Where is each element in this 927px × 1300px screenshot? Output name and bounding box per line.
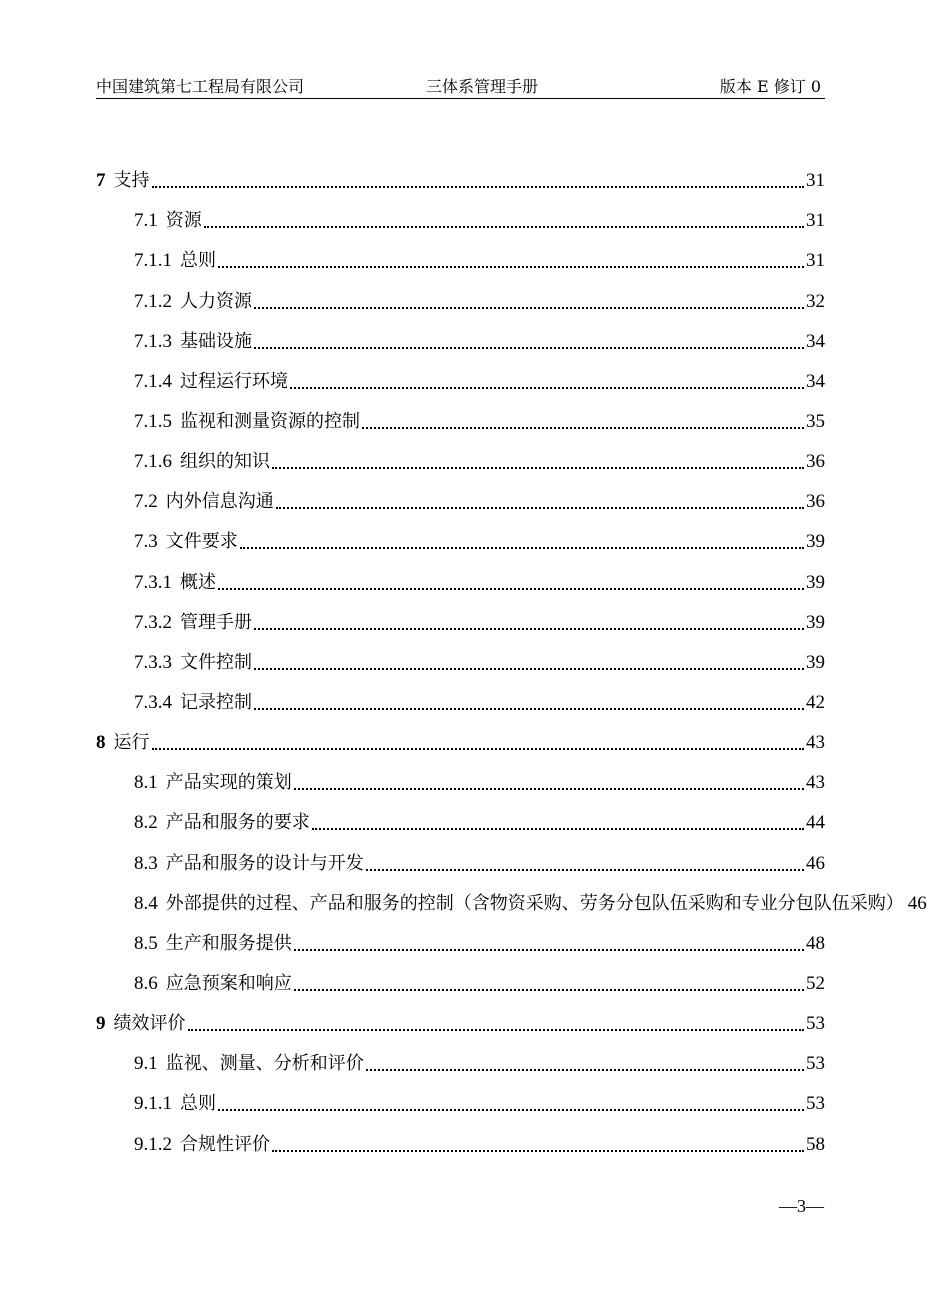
toc-entry-page: 53	[806, 1093, 825, 1115]
toc-entry-title: 总则	[180, 1093, 216, 1115]
dot-leader	[312, 828, 804, 830]
dot-leader	[272, 467, 804, 469]
toc-entry-number: 8	[96, 732, 106, 754]
dot-leader	[276, 507, 804, 509]
dot-leader	[254, 668, 804, 670]
toc-entry-title: 监视、测量、分析和评价	[165, 1053, 364, 1075]
dot-leader	[240, 547, 804, 549]
dot-leader	[152, 748, 805, 750]
dot-leader	[362, 427, 804, 429]
toc-entry-title: 记录控制	[180, 691, 252, 713]
toc-entry-number: 7.1.1	[134, 250, 172, 272]
toc-entry[interactable]	[96, 920, 825, 960]
toc-entry[interactable]	[96, 759, 825, 799]
toc-entry-number: 9.1.1	[134, 1093, 172, 1115]
toc-entry-page: 31	[806, 210, 825, 232]
toc-entry-number: 9.1	[134, 1053, 158, 1075]
toc-entry-title: 生产和服务提供	[165, 932, 292, 954]
toc-entry-page: 39	[806, 651, 825, 673]
dot-leader	[294, 788, 804, 790]
toc-entry[interactable]	[96, 237, 825, 277]
toc-entry-number: 8.1	[134, 772, 158, 794]
toc-entry-title: 基础设施	[180, 330, 252, 352]
toc-entry[interactable]	[96, 197, 825, 237]
toc-entry-number: 7.1.3	[134, 330, 172, 352]
dot-leader	[218, 588, 804, 590]
toc-entry-number: 9.1.2	[134, 1133, 172, 1155]
toc-entry[interactable]	[96, 880, 927, 920]
dot-leader	[254, 307, 804, 309]
toc-entry-page: 43	[806, 732, 825, 754]
toc-entry-title: 过程运行环境	[180, 370, 288, 392]
toc-entry-page: 46	[907, 892, 927, 914]
toc-entry-title: 监视和测量资源的控制	[180, 410, 360, 432]
toc-entry[interactable]	[96, 157, 825, 197]
toc-entry-page: 39	[806, 571, 825, 593]
toc-entry-number: 7.2	[134, 491, 158, 513]
header-company: 中国建筑第七工程局有限公司	[96, 77, 305, 96]
dot-leader	[254, 347, 804, 349]
toc-entry[interactable]	[96, 398, 825, 438]
toc-entry[interactable]	[96, 839, 825, 879]
toc-entry-page: 44	[806, 812, 825, 834]
toc-entry-page: 31	[806, 250, 825, 272]
toc-entry-number: 7	[96, 170, 106, 192]
toc-entry-page: 48	[806, 932, 825, 954]
toc-entry-number: 7.3	[134, 531, 158, 553]
toc-entry-page: 36	[806, 451, 825, 473]
dot-leader	[204, 226, 804, 228]
toc-entry-page: 39	[806, 611, 825, 633]
toc-entry-title: 支持	[113, 170, 150, 192]
dot-leader	[272, 1150, 804, 1152]
toc-entry-title: 产品实现的策划	[165, 772, 292, 794]
toc-entry-page: 58	[806, 1133, 825, 1155]
header-version: 版本 E 修订 0	[719, 77, 821, 96]
toc-entry[interactable]	[96, 719, 825, 759]
toc-entry-page: 42	[806, 691, 825, 713]
toc-entry[interactable]	[96, 478, 825, 518]
dot-leader	[254, 628, 804, 630]
toc-entry-number: 7.1.4	[134, 370, 172, 392]
toc-entry-number: 8.3	[134, 852, 158, 874]
toc-entry[interactable]	[96, 679, 825, 719]
toc-entry-page: 39	[806, 531, 825, 553]
toc-entry-title: 运行	[113, 732, 150, 754]
toc-entry[interactable]	[96, 960, 825, 1000]
toc-entry-number: 7.1.2	[134, 290, 172, 312]
toc-entry-number: 7.3.4	[134, 691, 172, 713]
toc-entry[interactable]	[96, 518, 825, 558]
toc-entry-number: 9	[96, 1013, 106, 1035]
toc-entry-title: 内外信息沟通	[165, 491, 274, 513]
toc-entry-title: 人力资源	[180, 290, 252, 312]
toc-entry[interactable]	[96, 318, 825, 358]
toc-entry-number: 7.1	[134, 210, 158, 232]
toc-entry-number: 7.3.1	[134, 571, 172, 593]
toc-entry-title: 管理手册	[180, 611, 252, 633]
dot-leader	[188, 1029, 805, 1031]
toc-entry-title: 文件控制	[180, 651, 252, 673]
header-title: 三体系管理手册	[426, 77, 539, 96]
toc-entry-title: 产品和服务的要求	[165, 812, 310, 834]
toc-entry[interactable]	[96, 1080, 825, 1120]
toc-entry[interactable]	[96, 1000, 825, 1040]
toc-entry[interactable]	[96, 639, 825, 679]
dot-leader	[294, 989, 804, 991]
toc-entry-number: 7.3.3	[134, 651, 172, 673]
toc-entry-title: 概述	[180, 571, 216, 593]
toc-entry-page: 35	[806, 410, 825, 432]
page-number: —3—	[779, 1196, 824, 1216]
dot-leader	[294, 949, 804, 951]
toc-entry-page: 43	[806, 772, 825, 794]
toc-entry[interactable]	[96, 438, 825, 478]
toc-entry-number: 7.1.5	[134, 410, 172, 432]
toc-entry-page: 34	[806, 370, 825, 392]
toc-entry-page: 31	[806, 170, 825, 192]
toc-entry-page: 36	[806, 491, 825, 513]
toc-entry-page: 53	[806, 1013, 825, 1035]
toc-entry[interactable]	[96, 1120, 825, 1160]
dot-leader	[366, 869, 804, 871]
toc-entry-title: 总则	[180, 250, 216, 272]
toc-entry[interactable]	[96, 799, 825, 839]
toc-entry-number: 8.4	[134, 892, 158, 914]
toc-entry-number: 8.6	[134, 972, 158, 994]
toc-entry-title: 文件要求	[165, 531, 238, 553]
toc-entry-title-continued: 和专业分包队伍采购）	[723, 892, 904, 914]
toc-entry-page: 52	[806, 972, 825, 994]
toc-entry[interactable]	[96, 599, 825, 639]
toc-entry-title: 外部提供的过程、产品和服务的控制（含物资采购、劳务分包队伍采购	[165, 892, 724, 914]
toc-entry-page: 46	[806, 852, 825, 874]
toc-entry-title: 绩效评价	[113, 1013, 186, 1035]
dot-leader	[218, 1109, 804, 1111]
page-header	[96, 70, 825, 99]
toc-entry-number: 8.5	[134, 932, 158, 954]
toc-entry[interactable]	[96, 358, 825, 398]
toc-entry-page: 34	[806, 330, 825, 352]
toc-entry[interactable]	[96, 1040, 825, 1080]
toc-entry-title: 资源	[165, 210, 202, 232]
dot-leader	[218, 266, 804, 268]
dot-leader	[290, 387, 804, 389]
toc-entry-title: 组织的知识	[180, 451, 270, 473]
dot-leader	[254, 708, 804, 710]
toc-entry-number: 7.3.2	[134, 611, 172, 633]
dot-leader	[152, 186, 805, 188]
table-of-contents	[96, 157, 927, 1161]
toc-entry-number: 8.2	[134, 812, 158, 834]
toc-entry[interactable]	[96, 558, 825, 598]
toc-entry-page: 32	[806, 290, 825, 312]
toc-entry-title: 产品和服务的设计与开发	[165, 852, 364, 874]
toc-entry[interactable]	[96, 277, 825, 317]
toc-entry-number: 7.1.6	[134, 451, 172, 473]
dot-leader	[366, 1069, 804, 1071]
toc-entry-title: 合规性评价	[180, 1133, 270, 1155]
toc-entry-title: 应急预案和响应	[165, 972, 292, 994]
toc-entry-page: 53	[806, 1053, 825, 1075]
